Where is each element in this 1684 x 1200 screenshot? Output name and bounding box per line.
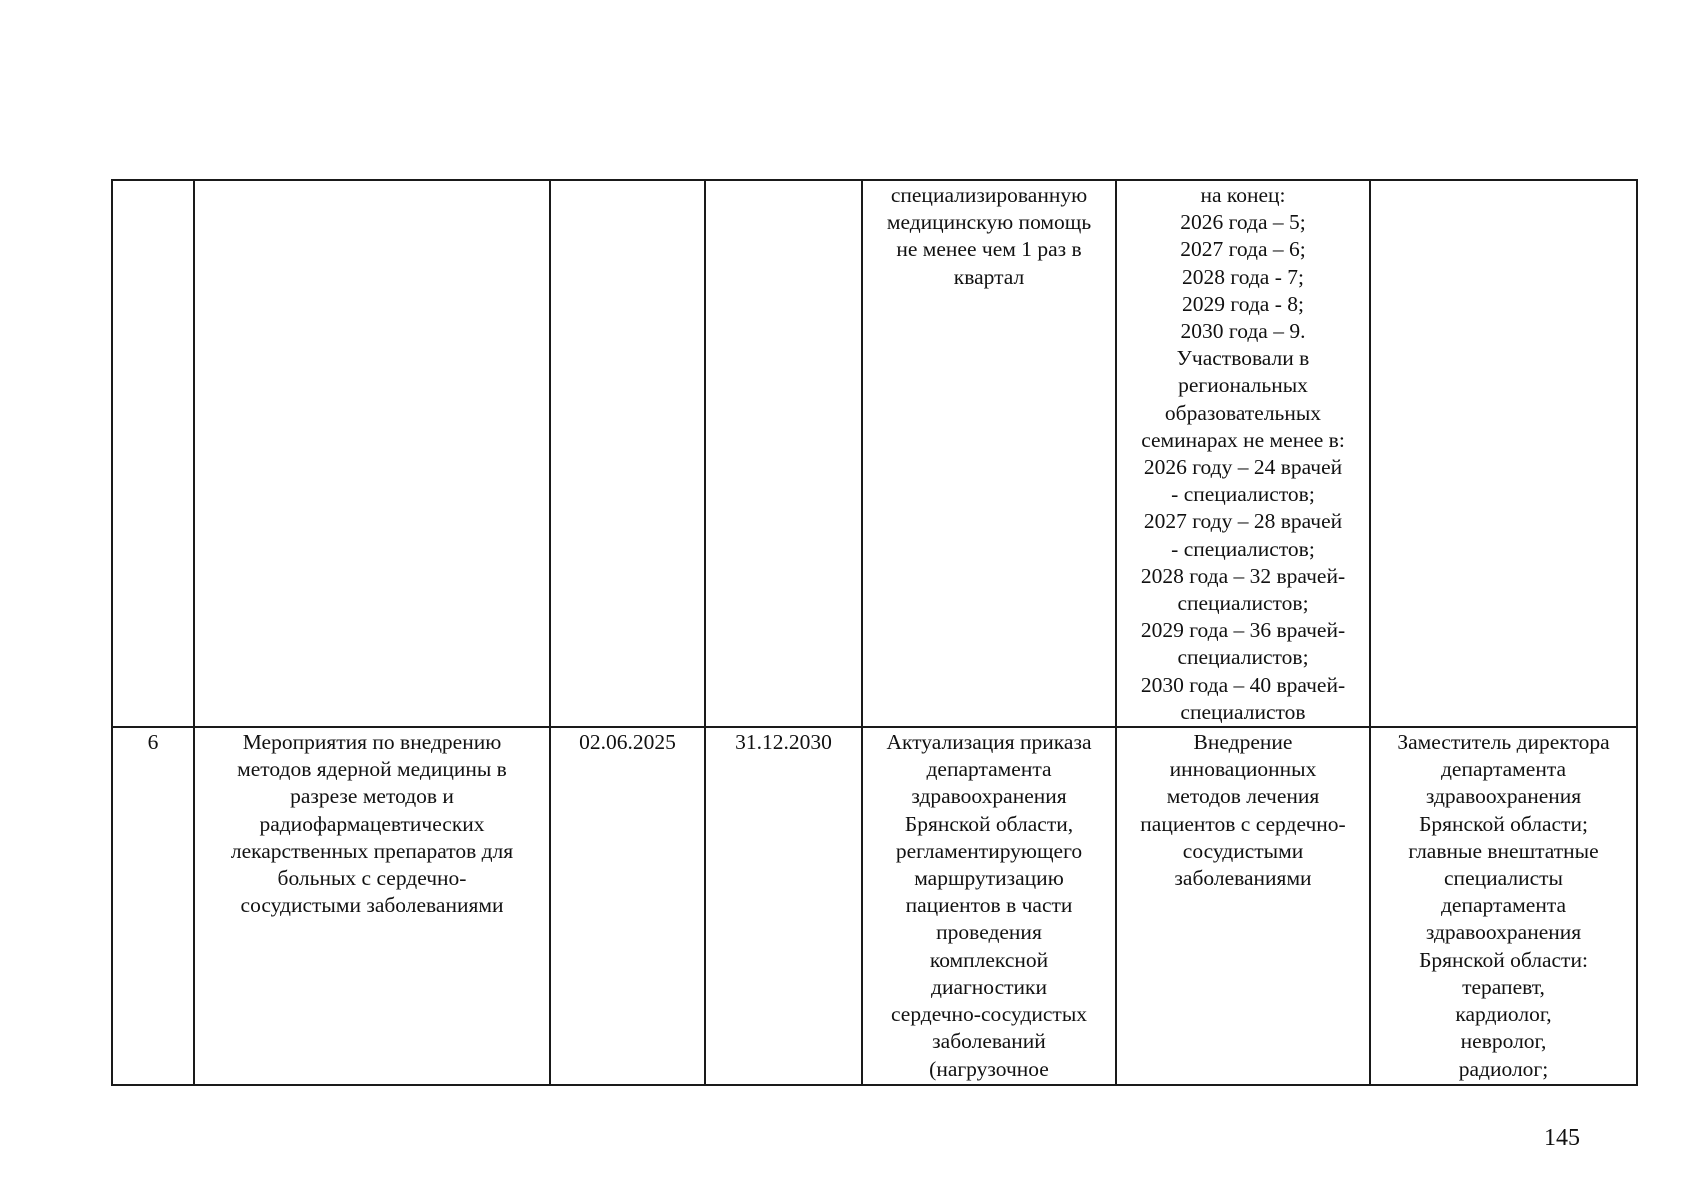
cell-indicator: на конец: 2026 года – 5; 2027 года – 6; 2028 года - 7; 2029 года - 8; 2030 года – 9. Участвовали в региональных образовательных семинарах не менее в: 2026 году – 24 врачей - специалистов; 2027 году – 28 врачей - специалистов; 2028 года – 32 врачей- специалистов; 2029 года – 36 врачей- специалистов; 2030 года – 40 врачей- специалистов	[1116, 180, 1370, 727]
table-row-6	[112, 727, 1637, 1085]
cell-start-date	[550, 180, 705, 727]
cell-end-date: 31.12.2030	[705, 727, 862, 1085]
cell-expected-result: специализированную медицинскую помощь не менее чем 1 раз в квартал	[862, 180, 1116, 727]
cell-indicator: Внедрение инновационных методов лечения пациентов с сердечно- сосудистыми заболеваниями	[1116, 727, 1370, 1085]
measures-table	[111, 179, 1638, 1086]
cell-measure: Мероприятия по внедрению методов ядерной медицины в разрезе методов и радиофармацевтических лекарственных препаратов для больных с сердечно- сосудистыми заболеваниями	[194, 727, 550, 1085]
cell-responsible: Заместитель директора департамента здравоохранения Брянской области; главные внештатные специалисты департамента здравоохранения Брянской области: терапевт, кардиолог, невролог, радиолог;	[1370, 727, 1637, 1085]
cell-responsible	[1370, 180, 1637, 727]
page-number: 145	[1544, 1125, 1580, 1151]
cell-number	[112, 180, 194, 727]
cell-measure	[194, 180, 550, 727]
cell-end-date	[705, 180, 862, 727]
cell-expected-result: Актуализация приказа департамента здравоохранения Брянской области, регламентирующего маршрутизацию пациентов в части проведения комплексной диагностики сердечно-сосудистых заболеваний (нагрузочное	[862, 727, 1116, 1085]
table-row-continuation	[112, 180, 1637, 727]
cell-number: 6	[112, 727, 194, 1085]
cell-start-date: 02.06.2025	[550, 727, 705, 1085]
